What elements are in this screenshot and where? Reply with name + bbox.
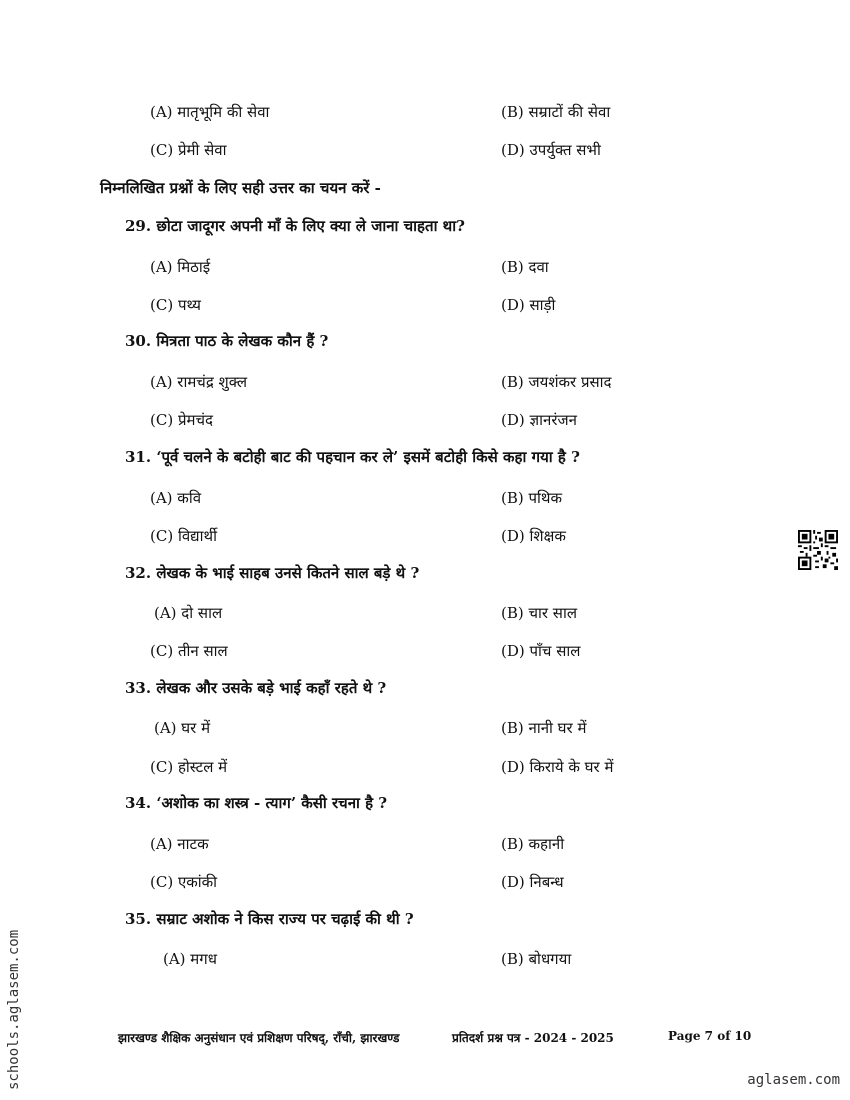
option-b: (B) कहानी xyxy=(501,835,565,853)
option-b: (B) बोधगया xyxy=(501,950,572,968)
option-c: (C) एकांकी xyxy=(150,873,218,891)
question-31: 31. ‘पूर्व चलने के बटोही बाट की पहचान कर ले’ इसमें बटोही किसे कहा गया है ? xyxy=(125,448,580,466)
option-d: (D) पाँच साल xyxy=(501,642,581,660)
qr-code-icon xyxy=(798,530,838,570)
footer-page-number: Page 7 of 10 xyxy=(668,1029,752,1043)
option-a: (A) नाटक xyxy=(150,835,209,853)
option-c: (C) तीन साल xyxy=(150,642,228,660)
question-33: 33. लेखक और उसके बड़े भाई कहाँ रहते थे ? xyxy=(125,679,387,697)
option-d: (D) शिक्षक xyxy=(501,527,566,545)
option-c: (C) प्रेमचंद xyxy=(150,411,213,429)
option-a: (A) मगध xyxy=(163,950,217,968)
option-a: (A) मिठाई xyxy=(150,258,211,276)
side-watermark: schools.aglasem.com xyxy=(6,929,22,1090)
question-29: 29. छोटा जादूगर अपनी माँ के लिए क्या ले जाना चाहता था? xyxy=(125,217,465,235)
question-34: 34. ‘अशोक का शस्त्र - त्याग’ कैसी रचना है ? xyxy=(125,794,388,812)
option-d: (D) साड़ी xyxy=(501,296,556,314)
option-a: (A) रामचंद्र शुक्ल xyxy=(150,373,248,391)
option-a: (A) मातृभूमि की सेवा xyxy=(150,103,270,121)
bottom-watermark: aglasem.com xyxy=(747,1072,840,1088)
footer-council: झारखण्ड शैक्षिक अनुसंधान एवं प्रशिक्षण परिषद्, राँची, झारखण्ड xyxy=(118,1031,400,1045)
option-d: (D) निबन्ध xyxy=(501,873,564,891)
option-a: (A) घर में xyxy=(154,719,211,737)
option-b: (B) सम्राटों की सेवा xyxy=(501,103,611,121)
option-d: (D) उपर्युक्त सभी xyxy=(501,141,601,159)
option-c: (C) होस्टल में xyxy=(150,758,228,776)
section-instruction: निम्नलिखित प्रश्नों के लिए सही उत्तर का चयन करें - xyxy=(100,179,381,197)
option-c: (C) विद्यार्थी xyxy=(150,527,217,545)
question-32: 32. लेखक के भाई साहब उनसे कितने साल बड़े थे ? xyxy=(125,564,420,582)
option-b: (B) जयशंकर प्रसाद xyxy=(501,373,612,391)
option-c: (C) पथ्य xyxy=(150,296,201,314)
option-b: (B) पथिक xyxy=(501,489,563,507)
option-a: (A) कवि xyxy=(150,489,202,507)
option-b: (B) चार साल xyxy=(501,604,578,622)
question-30: 30. मित्रता पाठ के लेखक कौन हैं ? xyxy=(125,332,329,350)
option-a: (A) दो साल xyxy=(154,604,223,622)
option-b: (B) नानी घर में xyxy=(501,719,587,737)
question-35: 35. सम्राट अशोक ने किस राज्य पर चढ़ाई की थी ? xyxy=(125,910,414,928)
option-d: (D) ज्ञानरंजन xyxy=(501,411,577,429)
option-b: (B) दवा xyxy=(501,258,549,276)
option-c: (C) प्रेमी सेवा xyxy=(150,141,227,159)
option-d: (D) किराये के घर में xyxy=(501,758,614,776)
footer-paper-title: प्रतिदर्श प्रश्न पत्र - 2024 - 2025 xyxy=(452,1031,614,1045)
